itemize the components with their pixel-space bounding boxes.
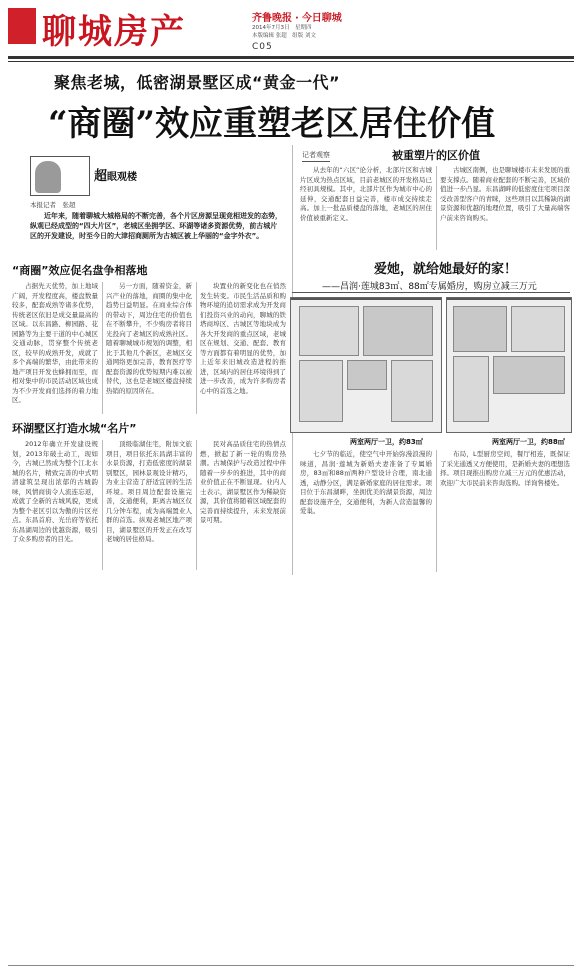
columnist-face-icon — [35, 161, 61, 193]
subhead-shangquan: “商圈”效应促名盘争相落地 — [12, 264, 148, 277]
sidebar-column-1 — [300, 166, 432, 250]
ad-body-right — [440, 450, 570, 572]
section-title: 聊城房产 — [42, 12, 186, 52]
brand-separator: · — [295, 13, 299, 24]
plan-room — [511, 306, 565, 352]
issue-info — [252, 24, 316, 40]
plan-room — [453, 306, 507, 352]
plan-caption-88: 两室两厅一卫，约88㎡ — [492, 438, 565, 446]
plan-room — [391, 360, 433, 422]
body-column-1 — [12, 282, 98, 414]
body-column-4 — [12, 440, 98, 570]
sidebar-title: 被重塑片的区价值 — [392, 149, 480, 162]
body-column-1-text: 占据先天优势，加上地域广阔，开发程度高，楼盘数量较多，配套成熟等诸多优势，传统老区依旧是成交量最高的区域。以东昌路、柳园路、花园路等为主要干道的中心城区交通动脉，贯穿整个传统老区，较早的成熟开发，成就了多个高端的繁华，由此带来的地产项目开发也蜂拥而至，而相对集中的市民活动区域也成为不少开发商们选择的着力地区。 — [12, 282, 98, 404]
ad-body-right-text: 布局，L型厨房空间，餐厅相连，既保证了采光通透又方便使用，是新婚夫妻的理想选择。项目现推出购房立减三万元的优惠活动，欢迎广大市民前来咨询选购。详询售楼处。 — [440, 450, 570, 487]
body-column-3 — [200, 282, 286, 414]
body-column-6 — [200, 440, 286, 570]
column-rule — [102, 440, 103, 570]
ad-subtitle: ——昌润·莲城83㎡、88㎡专属婚房，购房立减三万元 — [322, 282, 537, 292]
column-rule — [196, 440, 197, 570]
column-rule — [102, 282, 103, 414]
story-lead: 近年来，随着聊城大城格局的不断完善，各个片区房源呈现竞相迸发的态势，纵观已经成型的“四大片区”，老城区坐拥学区、环湖等诸多资源优势，前古城片区的开发建设，时至今日的大津招商厕所为古城区被上华丽的“金字外衣”。 — [30, 212, 282, 240]
body-column-6-text: 民对高品质住宅的热情点燃，掀起了新一轮的购房热潮。古城保护与改造过程中伴随着一步步的推进，其中的商业价值正在不断显现。业内人士表示，湖景墅区作为稀缺资源，其价值将随着区域配套的完善而持续提升，未来发展前景可期。 — [200, 440, 286, 524]
subhead-huanhu: 环湖墅区打造水城“名片” — [12, 422, 137, 435]
body-column-5-text: 顶级临湖住宅，附加文旅项目，项目依托东昌湖丰富的水景资源，打造低密度的湖景别墅区，园林景观设计精巧，为业主营造了舒适宜居的生活环境。项目周边配套设施完善，交通便利，距离古城区仅几分钟车程，成为高端置业人群的首选。纵观老城区地产项目，湖景墅区的开发正在改写老城的居住格局。 — [106, 440, 192, 543]
story-byline: 本报记者 张超 — [30, 201, 76, 209]
plan-wall — [447, 298, 572, 300]
column-label-prefix: 超 — [94, 169, 108, 184]
plan-room — [347, 360, 387, 390]
body-column-3-text: 块置业的新变化也在悄然发生转变。市民生活品质和购物环境的追切需求成为开发商们投资兴业的动向，聊城的铁塔商埠区、古城区等地块成为各大开发商的重点区域，老城区在规划、交通、配套、教育等方面都有着明显的优势，加上近年来旧城改造进程的推进，区域内的居住环境得到了进一步改善，成为许多购房者心中的首选之地。 — [200, 282, 286, 395]
masthead-rule-thin — [8, 61, 574, 62]
plan-room — [299, 360, 343, 422]
ad-body-left-text: 七夕节的临近，使空气中开始弥漫浪漫的味道，昌润·莲城为新婚夫妻准备了专属婚房，83㎡和88㎡两种户型设计合理，南北通透，动静分区，满足新婚家庭的居住需求。项目位于东昌湖畔，坐拥优美的湖景资源，周边配套设施齐全，交通便利，为新人营造温馨的爱巢。 — [300, 450, 432, 515]
page-bottom-rule — [8, 965, 574, 966]
sidebar-column-1-text: 从去年的“六区”论分析，北部片区和古城片区成为热点区域，目前老城区的开发格局已经初具规模。其中，北部片区作为城市中心的延伸，交通配套日益完善，楼市成交持续走高。加上一批品质楼盘的落地，老城区的居住价值被重新定义。 — [300, 166, 432, 222]
newspaper-brand — [252, 9, 342, 24]
body-column-4-text: 2012年确立开发建设规划，2013年破土动工，现如今，古城已然成为整个江北水城的名片，精致完善的中式明清建筑呈现出浓郁的古城韵味，风情商街令人流连忘返，成就了全新的古城风貌，更成为整个老区引以为傲的片区亮点。东昌首府、光岳府等依托东昌湖周边的优越资源，吸引了众多购房者的目光。 — [12, 440, 98, 543]
brand-name: 齐鲁晚报 — [252, 13, 292, 24]
body-column-2-text: 另一方面，随着资金，新兴产业的落地，商圈的集中化趋势日益明显。在商业综合体的带动下，周边住宅的价值也在不断攀升，不少购房者将目光投向了老城区的成熟社区。随着聊城城市规划的调整，相比于其他几个新区，老城区交通网络更加完善，教育医疗等配套资源的优势短期内难以被替代，这也是老城区楼盘持续热销的原因所在。 — [106, 282, 192, 395]
page-number: C05 — [252, 42, 273, 52]
sidebar-column-2-text: 古城区南侧，也是聊城楼市未来发展的重要支撑点。随着商业配套的不断完善，区域价值进一步凸显。东昌湖畔的低密度住宅项目深受改善型客户的青睐，这些项目以其稀缺的湖景资源和优越的地理位置，吸引了大量高端客户前来咨询购买。 — [440, 166, 570, 222]
plan-room — [493, 356, 565, 394]
plan-room — [453, 356, 489, 422]
column-rule — [196, 282, 197, 414]
masthead-color-bar — [8, 8, 36, 44]
columnist-photo — [30, 156, 90, 196]
brand-sub: 今日聊城 — [301, 13, 342, 24]
ad-rule — [292, 292, 570, 293]
column-label-text: 眼观楼 — [107, 172, 138, 183]
plan-caption-83: 两室两厅一卫，约83㎡ — [350, 438, 423, 446]
column-rule — [436, 450, 437, 572]
masthead-rule — [8, 56, 574, 59]
ad-body-left — [300, 450, 432, 572]
column-rule — [436, 166, 437, 250]
plan-room — [299, 306, 359, 356]
issue-date: 2014年7月3日 星期四 — [252, 25, 312, 31]
issue-editor: 本版编辑 张超 组版 刘文 — [252, 33, 316, 39]
sidebar-column-2 — [440, 166, 570, 250]
column-label — [94, 165, 137, 184]
plan-room — [363, 306, 433, 356]
story-headline: “商圈”效应重塑老区居住价值 — [48, 104, 496, 144]
floor-plan-83 — [290, 297, 442, 433]
sidebar-tag: 记者观察 — [302, 150, 330, 162]
body-column-5 — [106, 440, 192, 570]
story-kicker: 聚焦老城，低密湖景墅区成“黄金一代” — [54, 73, 341, 92]
plan-wall — [291, 298, 442, 300]
floor-plan-88 — [446, 297, 572, 433]
ad-title: 爱她，就给她最好的家！ — [374, 262, 518, 277]
body-column-2 — [106, 282, 192, 414]
